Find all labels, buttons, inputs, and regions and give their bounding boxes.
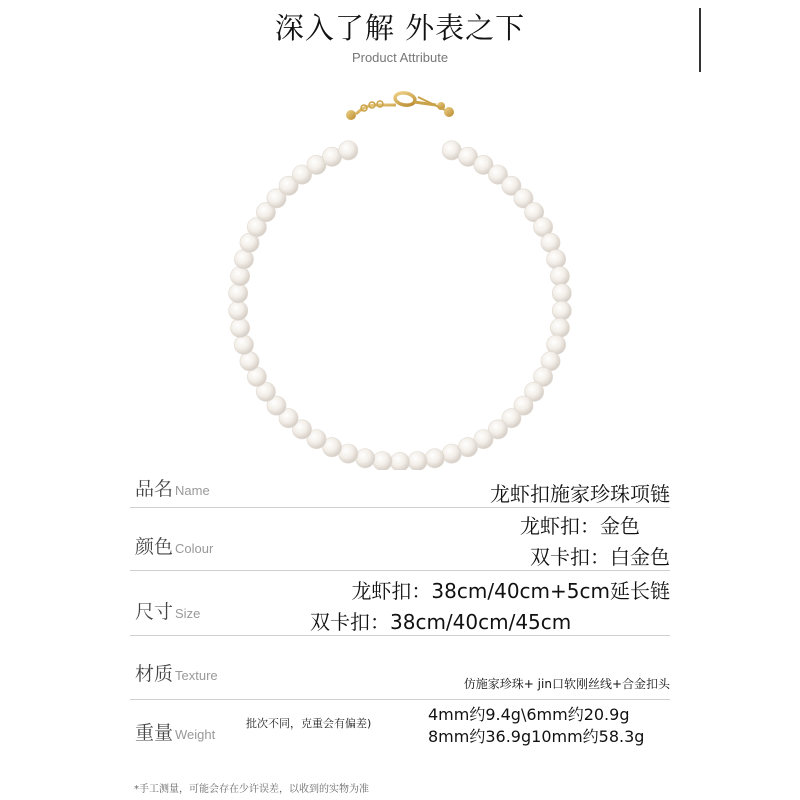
weight-value-small: 4mm约9.4g\6mm约20.9g <box>428 705 630 724</box>
pearl-bead <box>442 444 461 463</box>
colour-value-double-clasp: 双卡扣：白金色 <box>530 545 670 569</box>
weight-variance-note: 批次不同，克重会有偏差) <box>246 717 372 730</box>
pearl-bead <box>552 301 571 320</box>
pearl-bead <box>547 250 566 269</box>
label-en: Texture <box>175 668 218 683</box>
pearl-bead <box>229 284 248 303</box>
gold-clasp <box>346 91 454 120</box>
product-name-value: 龙虾扣施家珍珠项链 <box>490 482 670 506</box>
texture-value: 仿施家珍珠+ jin口软刚丝线+合金扣头 <box>463 677 670 691</box>
attribute-label <box>135 597 200 624</box>
label-cn: 品名 <box>135 478 174 500</box>
label-en: Size <box>175 606 201 621</box>
label-cn: 重量 <box>135 722 174 744</box>
attribute-row-size <box>130 571 670 636</box>
label-en: Colour <box>175 541 214 556</box>
attribute-row-weight <box>130 700 670 756</box>
attribute-row-name <box>130 462 670 508</box>
label-cn: 尺寸 <box>135 601 174 623</box>
attribute-row-texture <box>130 636 670 700</box>
attribute-label <box>135 532 213 559</box>
weight-value-large: 8mm约36.9g10mm约58.3g <box>428 727 645 746</box>
pearl-necklace-image <box>200 70 600 470</box>
pearl-bead <box>231 267 250 286</box>
measurement-disclaimer: *手工测量，可能会存在少许误差，以收到的实物为准 <box>134 784 369 795</box>
attribute-table <box>130 462 670 756</box>
size-value-lobster-clasp: 龙虾扣：38cm/40cm+5cm延长链 <box>351 579 670 603</box>
pearl-strand <box>229 141 572 470</box>
pearl-bead <box>231 318 250 337</box>
label-en: Name <box>175 483 210 498</box>
pearl-bead <box>234 335 253 354</box>
label-cn: 材质 <box>135 663 174 685</box>
pearl-bead <box>229 301 248 320</box>
pearl-bead <box>552 284 571 303</box>
page-title: 深入了解 外表之下 <box>274 11 526 45</box>
page-subtitle: Product Attribute <box>351 50 449 65</box>
pearl-bead <box>550 318 569 337</box>
pearl-bead <box>339 141 358 160</box>
label-en: Weight <box>175 727 216 742</box>
size-value-double-clasp: 双卡扣：38cm/40cm/45cm <box>310 610 572 634</box>
attribute-label <box>135 659 218 686</box>
pearl-bead <box>550 267 569 286</box>
label-cn: 颜色 <box>135 536 174 558</box>
attribute-row-colour <box>130 508 670 571</box>
colour-value-lobster-clasp: 龙虾扣：金色 <box>520 514 640 538</box>
attribute-label <box>135 474 210 501</box>
attribute-label <box>135 718 215 745</box>
